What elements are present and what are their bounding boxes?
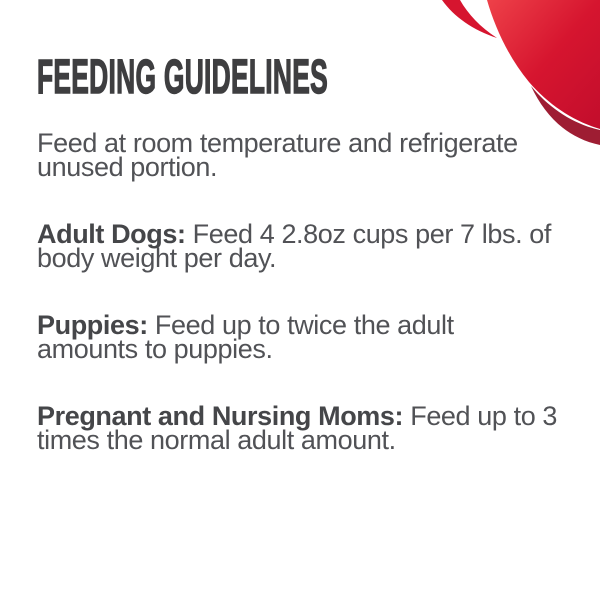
text-line: unused portion.	[37, 152, 218, 182]
page-title: FEEDING GUIDELINES	[37, 51, 328, 104]
paragraph-lead: Puppies:	[37, 310, 148, 340]
paragraph-lead: Adult Dogs:	[37, 219, 186, 249]
guidelines-text	[37, 128, 558, 455]
paragraph-text: Feed up to twice the adult	[147, 310, 454, 340]
text-line: times the normal adult amount.	[37, 425, 396, 455]
paragraph-lead: Pregnant and Nursing Moms:	[37, 401, 404, 431]
paragraph-text: Feed up to 3	[403, 401, 558, 431]
text-line: amounts to puppies.	[37, 334, 273, 364]
paragraph-text: Feed at room temperature and refrigerate	[37, 128, 518, 158]
paragraph-adult-dogs	[37, 219, 557, 273]
swoosh-main	[487, 0, 600, 129]
text-line: body weight per day.	[37, 243, 277, 273]
paragraph-puppies	[37, 310, 557, 364]
paragraph-text: Feed 4 2.8oz cups per 7 lbs. of	[185, 219, 552, 249]
paragraph-pregnant-nursing-moms	[37, 401, 558, 455]
paragraph-general-feeding	[37, 128, 557, 182]
